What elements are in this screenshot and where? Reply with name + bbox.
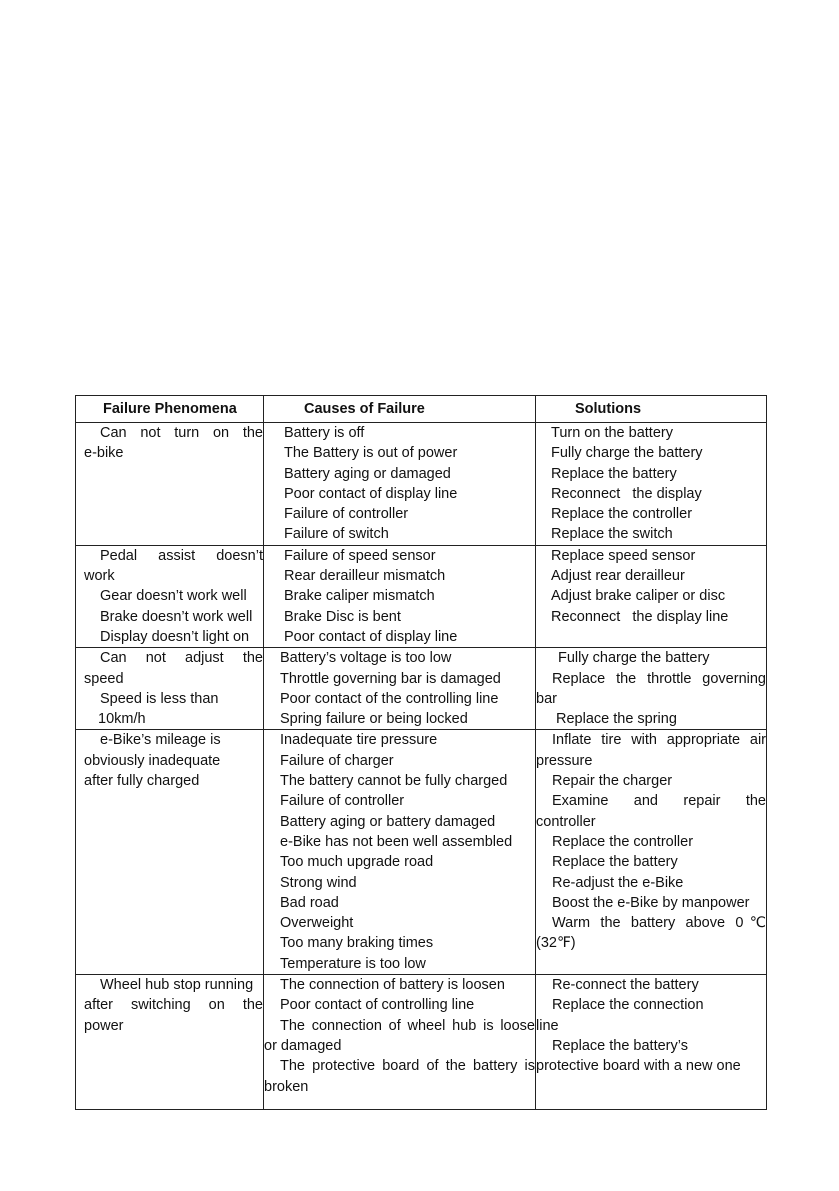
phenomena-line: after fully charged bbox=[84, 773, 200, 790]
cause-line: Poor contact of the controlling line bbox=[280, 690, 499, 707]
solution-line: protective board with a new one bbox=[536, 1058, 741, 1075]
cause-line: Poor contact of controlling line bbox=[280, 997, 475, 1014]
phenomena-line: Display doesn’t light on bbox=[100, 628, 250, 645]
cause-line: Failure of controller bbox=[284, 506, 409, 523]
phenomena-line: Wheel hub stop running bbox=[100, 977, 254, 994]
cause-line: The connection of wheel hub is loose bbox=[280, 1017, 535, 1034]
solution-line: Re-adjust the e-Bike bbox=[552, 874, 684, 891]
cause-line: Failure of speed sensor bbox=[284, 547, 436, 564]
phenomena-line: Can not adjust the bbox=[100, 650, 263, 667]
solution-line: Replace speed sensor bbox=[551, 547, 696, 564]
phenomena-line: e-Bike’s mileage is bbox=[100, 732, 221, 749]
solution-line: Reconnect the display bbox=[551, 485, 702, 502]
header-causes-of-failure: Causes of Failure bbox=[264, 396, 536, 423]
phenomena-line: 10km/h bbox=[98, 711, 146, 728]
solution-line: Replace the controller bbox=[551, 506, 693, 523]
phenomena-cell bbox=[76, 648, 264, 730]
solution-line: Examine and repair the bbox=[552, 793, 766, 810]
cause-line: Strong wind bbox=[280, 874, 357, 891]
cause-line: Failure of switch bbox=[284, 526, 389, 543]
cause-line: The protective board of the battery is bbox=[280, 1058, 535, 1075]
causes-cell bbox=[264, 648, 536, 730]
cause-line: e-Bike has not been well assembled bbox=[280, 833, 513, 850]
table-row bbox=[76, 423, 767, 546]
solution-line: Fully charge the battery bbox=[558, 650, 710, 667]
solution-line: Re-connect the battery bbox=[552, 977, 699, 994]
cause-line: Failure of charger bbox=[280, 752, 394, 769]
phenomena-line: e-bike bbox=[84, 445, 124, 462]
header-failure-phenomena: Failure Phenomena bbox=[76, 396, 264, 423]
causes-cell bbox=[264, 423, 536, 546]
table-row bbox=[76, 545, 767, 647]
phenomena-line: Brake doesn’t work well bbox=[100, 608, 253, 625]
solution-line: line bbox=[536, 1017, 559, 1034]
solution-line: Replace the connection bbox=[552, 997, 704, 1014]
cause-line: Throttle governing bar is damaged bbox=[280, 670, 501, 687]
phenomena-line: Gear doesn’t work well bbox=[100, 588, 247, 605]
causes-cell bbox=[264, 975, 536, 1110]
solution-line: Warm the battery above 0℃ bbox=[552, 915, 766, 932]
solution-line: Replace the battery’s bbox=[552, 1037, 688, 1054]
solutions-cell bbox=[536, 648, 767, 730]
solution-line: Replace the battery bbox=[552, 854, 678, 871]
phenomena-line: after switching on the bbox=[84, 997, 263, 1014]
cause-line: Brake caliper mismatch bbox=[284, 588, 435, 605]
cause-line: Battery aging or damaged bbox=[284, 465, 451, 482]
table-row bbox=[76, 648, 767, 730]
solution-line: Replace the battery bbox=[551, 465, 677, 482]
cause-line: Brake Disc is bent bbox=[284, 608, 401, 625]
phenomena-line: Speed is less than bbox=[100, 690, 219, 707]
solution-line: Replace the controller bbox=[552, 833, 694, 850]
solution-line: Repair the charger bbox=[552, 773, 673, 790]
causes-cell bbox=[264, 545, 536, 647]
solution-line: (32℉) bbox=[536, 935, 576, 952]
cause-line: Battery’s voltage is too low bbox=[280, 650, 452, 667]
solutions-cell bbox=[536, 730, 767, 975]
cause-line: Poor contact of display line bbox=[284, 485, 458, 502]
phenomena-cell bbox=[76, 545, 264, 647]
phenomena-line: obviously inadequate bbox=[84, 752, 221, 769]
phenomena-cell bbox=[76, 975, 264, 1110]
phenomena-line: work bbox=[84, 568, 115, 585]
cause-line: Battery is off bbox=[284, 425, 365, 441]
phenomena-line: power bbox=[84, 1017, 124, 1034]
solution-line: Replace the switch bbox=[551, 526, 673, 543]
solution-line: bar bbox=[536, 690, 557, 707]
cause-line: Too many braking times bbox=[280, 935, 434, 952]
header-row bbox=[76, 396, 767, 423]
solution-line: Fully charge the battery bbox=[551, 445, 703, 462]
cause-line: Bad road bbox=[280, 894, 339, 911]
solution-line: pressure bbox=[536, 752, 593, 769]
solution-line: Reconnect the display line bbox=[551, 608, 729, 625]
causes-cell bbox=[264, 730, 536, 975]
solution-line: Adjust rear derailleur bbox=[551, 568, 685, 585]
cause-line: The Battery is out of power bbox=[284, 445, 458, 462]
solutions-cell bbox=[536, 423, 767, 546]
cause-line: Overweight bbox=[280, 915, 354, 932]
phenomena-line: speed bbox=[84, 670, 124, 687]
phenomena-cell bbox=[76, 423, 264, 546]
solution-line: Replace the throttle governing bbox=[552, 670, 766, 687]
table-row bbox=[76, 975, 767, 1110]
solution-line: controller bbox=[536, 813, 596, 830]
cause-line: Spring failure or being locked bbox=[280, 711, 468, 728]
solutions-cell bbox=[536, 975, 767, 1110]
cause-line: The connection of battery is loosen bbox=[280, 977, 505, 994]
solution-line: Boost the e-Bike by manpower bbox=[552, 894, 750, 911]
phenomena-line: Pedal assist doesn’t bbox=[100, 547, 263, 564]
troubleshooting-table bbox=[75, 395, 767, 1110]
solution-line: Adjust brake caliper or disc bbox=[551, 588, 726, 605]
cause-line: Poor contact of display line bbox=[284, 628, 458, 645]
table-row bbox=[76, 730, 767, 975]
header-solutions: Solutions bbox=[536, 396, 767, 423]
solutions-cell bbox=[536, 545, 767, 647]
cause-line: broken bbox=[264, 1078, 309, 1095]
cause-line: Temperature is too low bbox=[280, 955, 426, 972]
phenomena-cell bbox=[76, 730, 264, 975]
solution-line: Replace the spring bbox=[556, 711, 677, 728]
solution-line: Turn on the battery bbox=[551, 425, 673, 441]
cause-line: Too much upgrade road bbox=[280, 854, 434, 871]
phenomena-line: Can not turn on the bbox=[100, 425, 263, 441]
cause-line: The battery cannot be fully charged bbox=[280, 773, 508, 790]
cause-line: Battery aging or battery damaged bbox=[280, 813, 496, 830]
cause-line: Inadequate tire pressure bbox=[280, 732, 438, 749]
cause-line: Rear derailleur mismatch bbox=[284, 568, 446, 585]
cause-line: Failure of controller bbox=[280, 793, 405, 810]
cause-line: or damaged bbox=[264, 1037, 342, 1054]
solution-line: Inflate tire with appropriate air bbox=[552, 732, 766, 749]
